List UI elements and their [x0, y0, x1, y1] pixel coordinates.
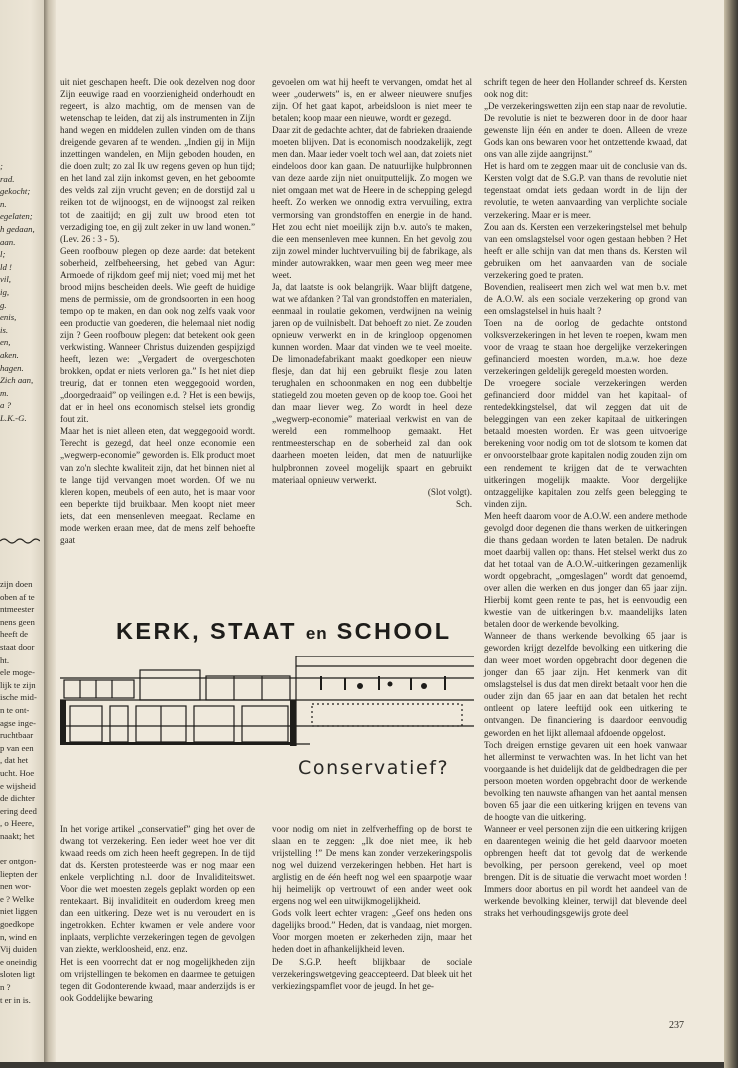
paragraph: Maar het is niet alleen eten, dat weggegooid wordt. Terecht is gezegd, dat heel onze economie een „wegwerp-economie” geworden is. Elk product moet van zo'n slechte kwaliteit zijn, dat het binnen niet al te lange tijd vervangen moet worden. Of we nu kleren kopen, meubels of een auto, het is maar voor een beperkte tijd bruikbaar. Men koopt niet meer iets, dat een mensenleven meegaat. Reclame en mode werken eraan mee, dat de mens zelf behoefte gaat — [60, 426, 255, 545]
paragraph: Zou aan ds. Kersten een verzekeringstelsel met behulp van een omslagstelsel voor ogen gestaan hebben ? Het heeft er alle schijn van dat men thans ds. Kersten wil gebruiken om het aanvaarden van de sociale verzekering goed te praten. — [484, 221, 687, 280]
author-signature: Sch. — [456, 498, 472, 509]
paragraph: Bovendien, realiseert men zich wel wat men b.v. met de A.O.W. als een sociale verzekering op grond van een omslagstelsel in huis haalt ? — [484, 281, 687, 316]
margin-fragment-line: liepten der — [0, 868, 38, 879]
separator-wave — [0, 537, 40, 545]
margin-fragment-line: n te ont- — [0, 704, 30, 715]
margin-fragment-line: naakt; het — [0, 830, 35, 841]
margin-fragment-line: niet liggen — [0, 906, 38, 917]
margin-fragment-line: ht. — [0, 654, 10, 665]
margin-fragment-line: zijn doen — [0, 579, 33, 589]
margin-fragment-line: m. — [0, 387, 9, 398]
section-heading-main: KERK, STAAT — [116, 618, 297, 644]
paragraph: Wanneer de thans werkende bevolking 65 jaar is geworden krijgt dezelfde bevolking een uitkering die dan weer moet worden opgebracht door degenen die jonger dan 65 jaar zijn. Het kenmerk van dit omslagstelsel is dus dat men direkt betaalt voor hen die ouder zijn dan 65 jaar en aan dat betalen het recht ontleent op latere leeftijd ook een uitkering te ontvangen. De financiering is daardoor eenvoudig geworden en het lijkt allemaal afdoende opgelost. — [484, 631, 687, 738]
margin-fragment-line: n ? — [0, 982, 11, 992]
paragraph: Wanneer er veel personen zijn die een uitkering krijgen en daarentegen weinig die het geld daarvoor moeten opbrengen heeft dat tot gevolg dat de werkende bevolking, per persoon gerekend, veel op moet brengen. Dit is de situatie die verwacht moet worden ! Immers door abortus en pil wordt het aandeel van de werkende bevolking kleiner, terwijl dat blevende deel straks het verhoudingsgewijs grote deel — [484, 823, 687, 919]
margin-fragment-line: ering deed — [0, 805, 37, 816]
paragraph: Toen na de oorlog de gedachte ontstond volksverzekeringen in het leven te roepen, kwam men voor de vraag te staan hoe dergelijke verzekeringen gefinancierd moesten worden, m.a.w. hoe deze verzekeringen geldelijk geregeld moesten worden. — [484, 317, 687, 377]
margin-fragment-line: gekocht; — [0, 186, 31, 197]
margin-fragment-line: er ontgon- — [0, 856, 37, 867]
margin-fragment-line: ig, — [0, 286, 10, 297]
margin-fragment-line: Vij duiden — [0, 944, 37, 955]
paragraph: Men heeft daarom voor de A.O.W. een andere methode gevolgd door degenen die thans werken de uitkeringen die thans gedaan worden te laten betalen. De nadruk moet daarbij vallen op: thans. Het stelsel werkt dus zo dat het totaal van de A.O.W.-uitkeringen gezamenlijk wordt opgebracht, „omgeslagen” wordt dat genoemd, over allen die werken en dus jonger dan 65 jaar zijn. Hierbij komt geen rente te pas, het is eenvoudig een kwestie van de uitkeringen b.v. maandelijks laten betalen door de werkende bevolking. — [484, 510, 687, 630]
paragraph: Het is hard om te zeggen maar uit de conclusie van ds. Kersten volgt dat de S.G.P. van thans de revolutie niet tegenstaat omdat iets gedaan wordt in de lijn der revolutie, te weten aanvaarding van verplichte sociale verzekering. Maar er is meer. — [484, 161, 687, 220]
margin-fragment-line: Zich aan, — [0, 375, 34, 386]
paragraph: uit niet geschapen heeft. Die ook dezelven nog door Zijn eeuwige raad en voorzienigheid onderhoudt en regeert, is alzo machtig, om de mensen van de wetenschap te leiden, dat zij als instrumenten in Zijn hand wegen en middelen zullen vinden om de thans dreigende gevaren af te wenden. „Indien gij in Mijn inzettingen wandelen, en Mijn geboden houden, en die doen zult; zo zal Ik uw regens geven op hun tijd; en het land zal zijn inkomst geven, en het geboomte des velds zal zijn vrucht geven; en de dorstijd zal u reiken tot de wijnoogst, en de wijnoogst zal reiken tot de zaaitijd; en gij zult uw brood eten tot verzadiging toe, en gij zult zeker in uw land wonen.” (Lev. 26 : 3 - 5). — [60, 77, 255, 244]
margin-fragment-line: enis, — [0, 312, 17, 323]
margin-fragment-line: , o Heere, — [0, 818, 35, 829]
section-heading — [116, 618, 452, 645]
margin-fragment-line: lijk te zijn — [0, 679, 36, 690]
page-gutter — [44, 0, 56, 1062]
margin-fragment-line: nen wor- — [0, 881, 32, 892]
column-3 — [484, 76, 687, 919]
margin-fragment-line: en, — [0, 337, 11, 348]
margin-fragment-line: nens geen — [0, 616, 35, 627]
section-heading-en: en — [305, 624, 328, 643]
margin-fragment-line: h gedaan, — [0, 223, 35, 234]
paragraph: Daar zit de gedachte achter, dat de fabrieken draaiende moeten blijven. Dat is economisch noodzakelijk, zegt men dan. Maar ieder voelt toch wel aan, dat zoiets niet eindeloos door kan gaan. De natuurlijke hulpbronnen van deze aarde zijn niet onuitputtelijk. Zo mogen we niet omgaan met wat de Heere in de schepping gelegd heeft. Zo werken we onnodig extra vervuiling, extra vermorsing van grondstoffen en energie in de hand. Het zou echt niet moeilijk zijn b.v. auto's te maken, die een mensenleven mee kunnen. En het gevolg zou zijn zowel minder luchtvervuiling bij de fabrikage, als minder autowrakken, waar men geen weg meer mee weet. — [272, 125, 473, 280]
margin-fragment-line: L.K.-G. — [0, 412, 27, 423]
margin-fragment-line: agse inge- — [0, 717, 36, 728]
page-number: 237 — [669, 1020, 684, 1031]
school-building-drawing — [60, 656, 474, 752]
margin-fragment-line: rad. — [0, 173, 15, 184]
paragraph: Toch dreigen ernstige gevaren uit een hoek vanwaar het allerminst te verwachten was. In het licht van het voorgaande is het duidelijk dat de geldbedragen die per persoon moeten worden opgebracht door de werkende bevolking ten nauwste afhangen van het aantal mensen boven 65 jaar die een uitkering krijgen en tevens van de hoogte van die uitkering. — [484, 739, 687, 822]
slot-volgt: (Slot volgt). — [427, 486, 472, 497]
margin-fragment-line: aken. — [0, 349, 19, 360]
margin-fragment-line: ische mid- — [0, 692, 37, 703]
paragraph: gevoelen om wat hij heeft te vervangen, omdat het al weer „ouderwets” is, en er alweer nieuwere snufjes zijn. Of het gaat kapot, arbeidsloon is niet meer te betalen; koop maar een nieuwe, wordt er gezegd. — [272, 77, 472, 124]
margin-fragment-line: n, wind en — [0, 931, 37, 942]
margin-fragment-line: g. — [0, 299, 7, 310]
margin-fragment-line: ucht. Hoe — [0, 767, 35, 778]
margin-fragment-line: hagen. — [0, 362, 24, 373]
margin-fragment-line: oben af te — [0, 591, 35, 602]
margin-fragment-line: sloten ligt — [0, 969, 35, 980]
paragraph: schrift tegen de heer den Hollander schreef ds. Kersten ook nog dit: — [484, 77, 687, 100]
margin-fragment-line: e ? Welke — [0, 893, 35, 904]
margin-fragment-line: aan. — [0, 236, 16, 247]
article-title: Conservatief? — [298, 757, 450, 779]
margin-fragment-line: ele moge- — [0, 667, 35, 678]
left-margin-fragments-bottom — [0, 578, 37, 1006]
margin-fragment-line: ; — [0, 161, 3, 171]
margin-fragment-line: heeft de — [0, 629, 29, 640]
margin-fragment-line: a ? — [0, 400, 11, 411]
margin-fragment-line: p van een — [0, 742, 34, 753]
paragraph: Ja, dat laatste is ook belangrijk. Waar blijft datgene, wat we afdanken ? Tal van grondstoffen en materialen, eenmaal in roulatie gekomen, verdwijnen na weinig jaren op de vuilnisbelt. Dat behoeft zo niet. Ze zouden opnieuw verwerkt en in de kringloop opgenomen kunnen worden. Maar dat vinden we te veel moeite. De limonadefabrikant maakt goedkoper een nieuw flesje, dan dat hij een gebruikt flesje zou laten terughalen en schoonmaken en nog een dubbeltje statiegeld zou moeten geven op de koop toe. Gooi het dan maar liever weg. Zo wordt in heel deze „wegwerp-economie” materiaal verkwist en van de wereld een rommelhoop gemaakt. Het rentmeesterschap en de soberheid zal dan ook daarheen moeten leiden, dat men de natuurlijke hulpbronnen zoveel mogelijk spaart en gebruikt materiaal opnieuw verwerkt. — [272, 281, 472, 485]
paragraph: Het is een voorrecht dat er nog mogelijkheden zijn om vrijstellingen te bekomen en daarmee te getuigen tegen dit Godonterende kwaad, maar anderzijds is er ook Goddelijke bewaring — [60, 956, 255, 1003]
margin-fragment-line: n. — [0, 198, 7, 209]
margin-fragment-line: l; — [0, 249, 6, 260]
paragraph: In het vorige artikel „conservatief” ging het over de dwang tot verzekering. Een ieder weet hoe ver dit kwaad reeds om zich heen heeft gegrepen. In de tijd dat ds. Kersten protesteerde was er nog maar een enkele verplichting n.l. door de Invaliditeitswet. Voor die wet moesten zegels geplakt worden op een rentekaart. Bij invaliditeit en ouderdom kreeg men dan een uitkering. Deze wet is nu veroudert en is ingetrokken. Echter kwamen er vele andere voor inplaats, verplichte verzekeringen tegen de gevolgen van ziekte, werkloosheid, enz. enz. — [60, 824, 255, 955]
paragraph: De S.G.P. heeft blijkbaar de sociale verzekeringswetgeving geaccepteerd. Dat bleek uit het verkiezingspamflet voor de jeugd. In het ge- — [272, 956, 472, 991]
column-1-top — [60, 76, 255, 546]
margin-fragment-line: staat door — [0, 641, 35, 652]
margin-fragment-line: is. — [0, 324, 9, 335]
margin-fragment-line — [0, 842, 37, 855]
margin-fragment-line: ld ! — [0, 261, 12, 272]
paragraph: Geen roofbouw plegen op deze aarde: dat betekent soberheid, zelfbeheersing, het gebed van Agur: Armoede of rijkdom geef mij niet; voed mij met het brood mijns bescheiden deels. Wie geeft de huidige mens de permissie, om de grondsoorten in een hoog tempo op te maken, en dan ook nog zelfs vaak voor een productie van goederen, die helemaal niet nodig zijn ? Geen roofbouw plegen: dat betekent ook geen verkwisting. Wanneer Christus duizenden gespijzigd heeft, lezen we: „Vergadert de overgeschoten brokken, opdat er niets verloren ga.” Is het niet diep treurig, dat er tonnen eten weggegooid worden, „doorgedraaid” op veilingen e.d. ? Het is een bewijs, dat er in heel ons economisch stelsel iets grondig fout zit. — [60, 245, 255, 425]
left-margin-fragments-top — [0, 160, 35, 424]
column-2-top — [272, 76, 472, 510]
column-2-bottom — [272, 823, 472, 992]
margin-fragment-line: e oneindig — [0, 956, 37, 967]
column-1-bottom — [60, 823, 255, 1004]
margin-fragment-line: ntmeester — [0, 604, 35, 615]
paragraph: voor nodig om niet in zelfverheffing op de borst te slaan en te zeggen: „Ik doe niet mee, ik heb vrijstelling !” De mens kan zonder verzekeringspolis nog wel duizend verzekeringen hebben. Het hart is arglistig en de één heeft nog wel een spaarpotje waar hij heimelijk op vertrouwt of een ander weet ook ergens nog wel een uitwijkmogelijkheid. — [272, 824, 472, 907]
margin-fragment-line: e wijsheid — [0, 780, 36, 791]
margin-fragment-line: , dat het — [0, 755, 29, 766]
paragraph: De vroegere sociale verzekeringen werden gefinancierd door middel van het kapitaal- of rentedekkingstelsel, dat wil zeggen dat uit de beleggingen van een zeker kapitaal de uitkeringen betaald moesten worden. Er was geen uitvoerige berekening voor nodig om tot de slotsom te komen dat er onvoorstelbaar grote kapitalen nodig zouden zijn om een rendement te krijgen dat de te verwachten uitkeringen mogelijk maakte. Voor dergelijke ontzaggelijke kapitalen zou zelfs geen belegging te vinden zijn. — [484, 378, 687, 509]
margin-fragment-line: goedkope — [0, 919, 35, 930]
margin-fragment-line: t er in is. — [0, 994, 31, 1005]
section-heading-school: SCHOOL — [336, 618, 452, 644]
margin-fragment-line: egelaten; — [0, 211, 33, 222]
margin-fragment-line: de dichter — [0, 793, 35, 804]
margin-fragment-line: ruchtbaar — [0, 730, 34, 741]
margin-fragment-line: vil, — [0, 274, 11, 285]
paragraph: Gods volk leert echter vragen: „Geef ons heden ons dagelijks brood.” Heden, dat is vandaag, niet morgen. Voor morgen moeten er zekerheden zijn, maar het heden doet in afhankelijkheid leven. — [272, 908, 472, 955]
paragraph: „De verzekeringswetten zijn een stap naar de revolutie. De revolutie is niet te bezweren door in de door haar gewenste lijn één en ander te doen. Alleen de vreze Gods kan ons bewaren voor het ontzettende kwaad, dat ons van alle zijde aangrijnst.” — [484, 101, 687, 160]
page-edge-shadow — [724, 0, 738, 1068]
